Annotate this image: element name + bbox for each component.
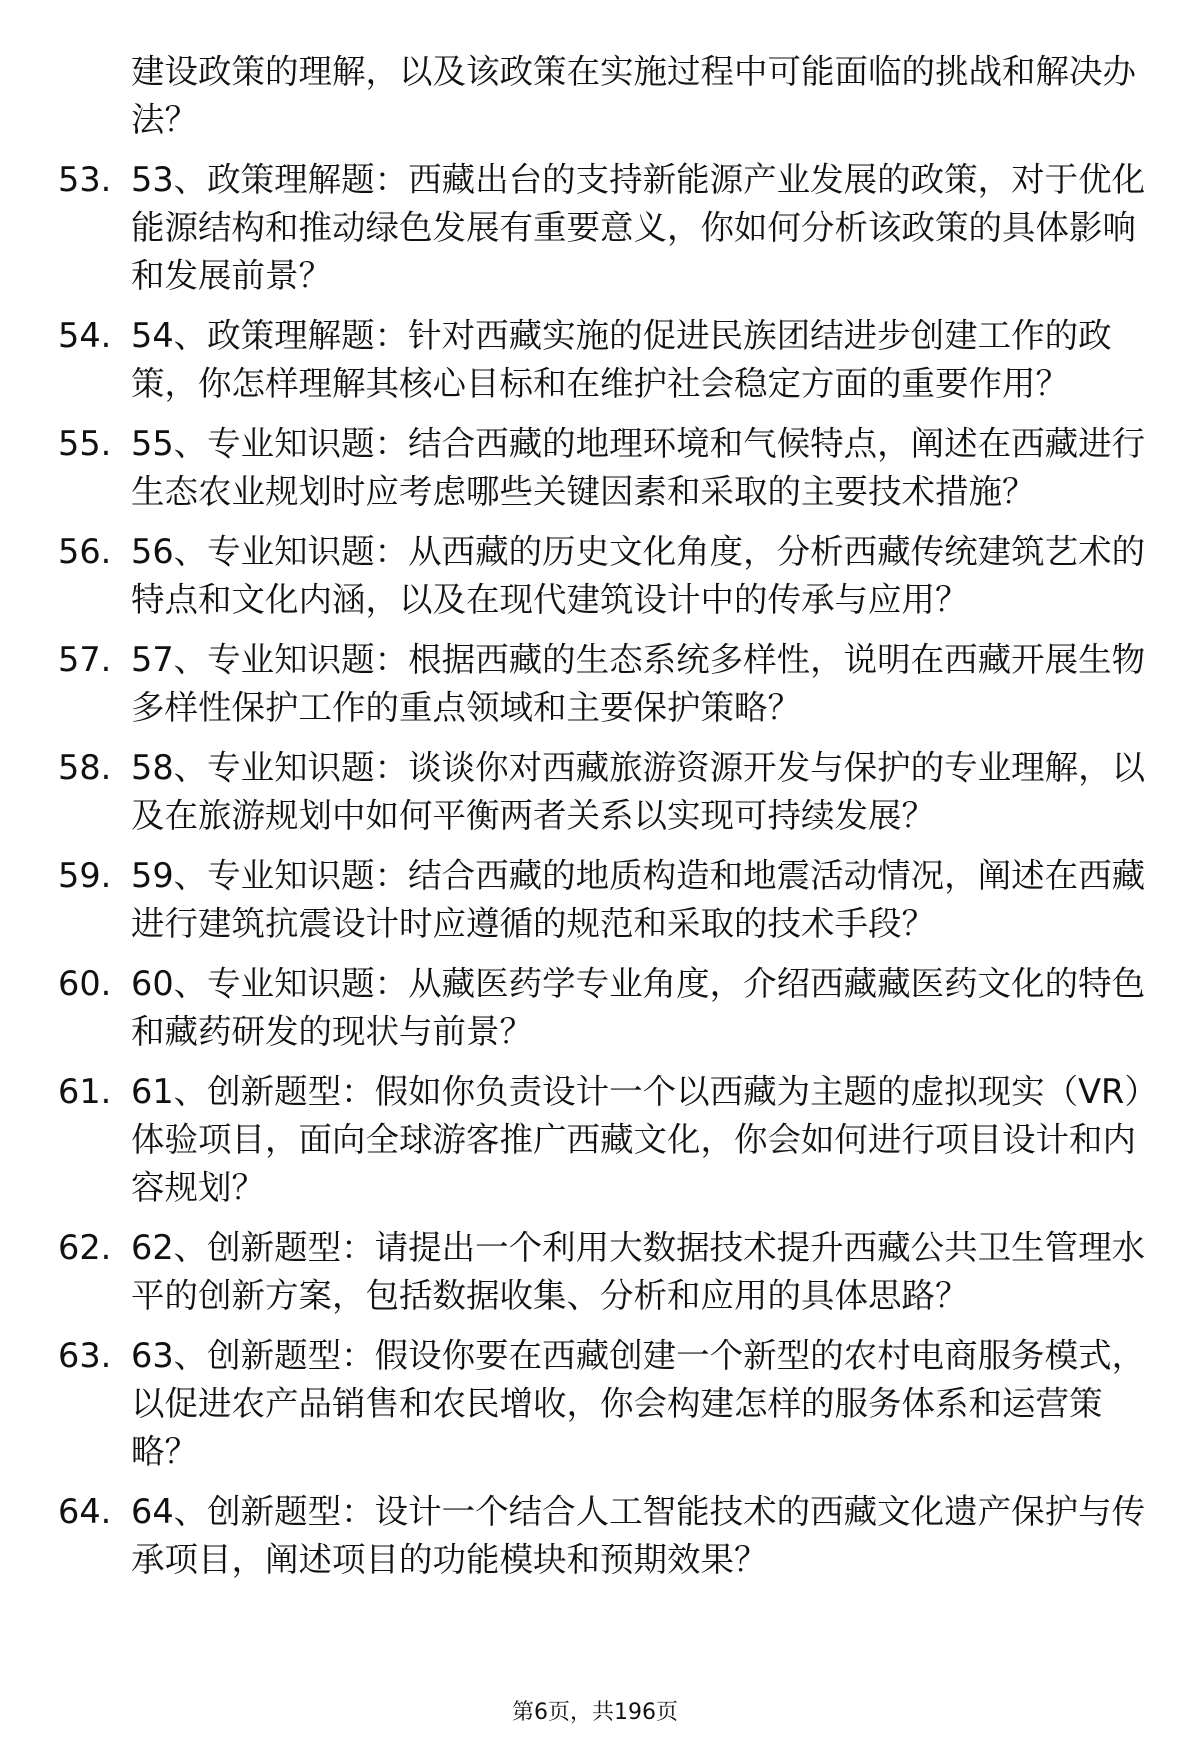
question-item <box>58 744 1163 840</box>
question-text: 56、专业知识题：从西藏的历史文化角度，分析西藏传统建筑艺术的特点和文化内涵，以及在现代建筑设计中的传承与应用？ <box>131 532 1146 619</box>
question-text: 54、政策理解题：针对西藏实施的促进民族团结进步创建工作的政策，你怎样理解其核心目标和在维护社会稳定方面的重要作用？ <box>131 316 1112 403</box>
question-item <box>58 312 1163 408</box>
question-item <box>58 960 1163 1056</box>
question-text: 57、专业知识题：根据西藏的生态系统多样性，说明在西藏开展生物多样性保护工作的重点领域和主要保护策略？ <box>131 640 1146 727</box>
question-text: 63、创新题型：假设你要在西藏创建一个新型的农村电商服务模式，以促进农产品销售和农民增收，你会构建怎样的服务体系和运营策略？ <box>131 1336 1146 1471</box>
question-number: 57. <box>58 640 112 679</box>
page-number-footer: 第6页，共196页 <box>512 1700 678 1725</box>
question-item <box>58 636 1163 732</box>
continued-question-text: 建设政策的理解，以及该政策在实施过程中可能面临的挑战和解决办法？ <box>131 52 1136 139</box>
question-number: 58. <box>58 748 112 787</box>
question-item <box>58 1488 1163 1584</box>
question-item <box>58 1068 1163 1212</box>
question-item <box>58 156 1163 300</box>
question-number: 53. <box>58 160 112 199</box>
question-number: 61. <box>58 1072 112 1111</box>
question-text: 59、专业知识题：结合西藏的地质构造和地震活动情况，阐述在西藏进行建筑抗震设计时应遵循的规范和采取的技术手段？ <box>131 856 1146 943</box>
question-item <box>58 852 1163 948</box>
question-text: 61、创新题型：假如你负责设计一个以西藏为主题的虚拟现实（VR）体验项目，面向全球游客推广西藏文化，你会如何进行项目设计和内容规划？ <box>131 1072 1158 1207</box>
question-number: 62. <box>58 1228 112 1267</box>
question-text: 53、政策理解题：西藏出台的支持新能源产业发展的政策，对于优化能源结构和推动绿色发展有重要意义，你如何分析该政策的具体影响和发展前景？ <box>131 160 1146 295</box>
question-text: 62、创新题型：请提出一个利用大数据技术提升西藏公共卫生管理水平的创新方案，包括数据收集、分析和应用的具体思路？ <box>131 1228 1146 1315</box>
question-number: 55. <box>58 424 112 463</box>
question-number: 54. <box>58 316 112 355</box>
question-text: 60、专业知识题：从藏医药学专业角度，介绍西藏藏医药文化的特色和藏药研发的现状与前景？ <box>131 964 1146 1051</box>
question-item <box>58 528 1163 624</box>
question-number: 63. <box>58 1336 112 1375</box>
question-number: 59. <box>58 856 112 895</box>
question-number: 56. <box>58 532 112 571</box>
question-text: 64、创新题型：设计一个结合人工智能技术的西藏文化遗产保护与传承项目，阐述项目的功能模块和预期效果？ <box>131 1492 1146 1579</box>
question-item <box>58 1224 1163 1320</box>
question-item <box>58 1332 1163 1476</box>
question-number: 64. <box>58 1492 112 1531</box>
question-text: 55、专业知识题：结合西藏的地理环境和气候特点，阐述在西藏进行生态农业规划时应考虑哪些关键因素和采取的主要技术措施？ <box>131 424 1146 511</box>
question-text: 58、专业知识题：谈谈你对西藏旅游资源开发与保护的专业理解，以及在旅游规划中如何平衡两者关系以实现可持续发展？ <box>131 748 1146 835</box>
question-item <box>58 420 1163 516</box>
question-list <box>58 48 1163 1596</box>
question-number: 60. <box>58 964 112 1003</box>
